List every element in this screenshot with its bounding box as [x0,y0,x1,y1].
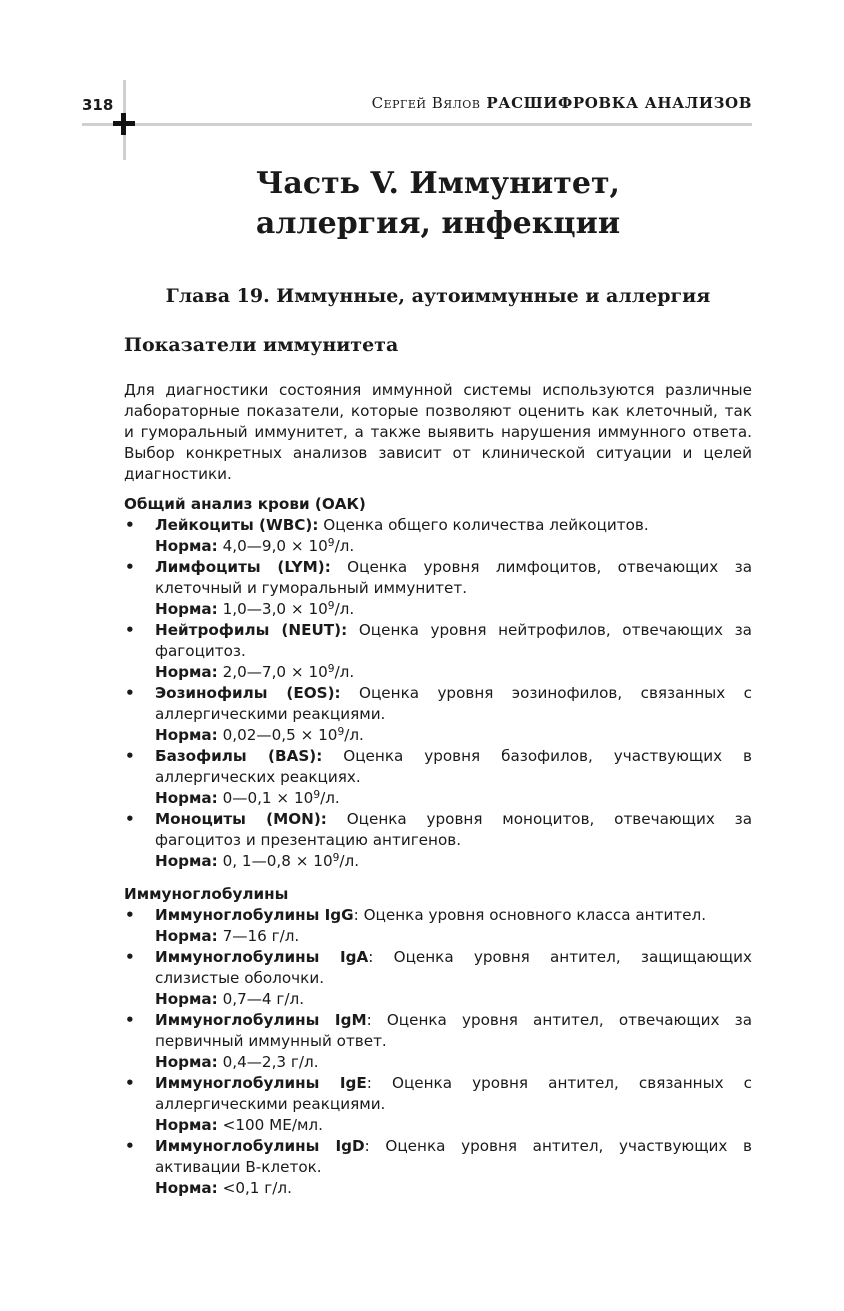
norm-label: Норма: [155,600,218,618]
ig-group-title: Иммуноглобулины [124,885,289,903]
norm-label: Норма: [155,789,218,807]
norm-label: Норма: [155,852,218,870]
chapter-title: Глава 19. Иммунные, аутоиммунные и аллергия [165,285,711,307]
item-text: Оценка общего количества лейкоцитов. [323,516,649,534]
page-number: 318 [82,96,114,114]
item-term: Иммуноглобулины IgA [155,948,369,966]
item-term: Иммуноглобулины IgM [155,1011,367,1029]
item-text: Оценка уровня эозинофилов, связанных с аллергическими реакциями. [155,684,753,723]
item-text: : Оценка уровня антител, отвечающих за первичный иммунный ответ. [155,1011,752,1050]
norm-label: Норма: [155,990,218,1008]
item-text: Оценка уровня моноцитов, отвечающих за фагоцитоз и презентацию антигенов. [155,810,753,849]
section-title: Показатели иммунитета [124,334,399,356]
crop-mark-plus-icon-bar [113,121,135,126]
list-item: • Моноциты (MON): Оценка уровня моноцитов, отвечающих за фагоцитоз и презентацию антигенов. Норма: 0, 1—0,8 × $10^9/л$. [124,809,752,872]
list-item: • Иммуноглобулины IgE: Оценка уровня антител, связанных с аллергическими реакциями. Норма: <100 МЕ/мл. [124,1073,752,1136]
item-text: : Оценка уровня основного класса антител. [353,906,707,924]
list-item: • Нейтрофилы (NEUT): Оценка уровня нейтрофилов, отвечающих за фагоцитоз. Норма: 2,0—7,0 × $10^9/л$. [124,620,752,683]
item-term: Лимфоциты (LYM): [155,558,331,576]
ig-list [124,905,752,1199]
part-title [124,164,752,244]
book-title: РАСШИФРОВКА АНАЛИЗОВ [486,94,752,112]
list-item: • Эозинофилы (EOS): Оценка уровня эозинофилов, связанных с аллергическими реакциями. Норма: 0,02—0,5 × $10^9/л$. [124,683,752,746]
list-item: • Иммуноглобулины IgG: Оценка уровня основного класса антител. Норма: 7—16 г/л. [124,905,752,947]
item-term: Базофилы (BAS): [155,747,323,765]
list-item: • Лимфоциты (LYM): Оценка уровня лимфоцитов, отвечающих за клеточный и гуморальный иммунитет. Норма: 1,0—3,0 × $10^9/л$. [124,557,752,620]
part-title-line-2: аллергия, инфекции [255,206,621,241]
author-name: Сергей Вялов [371,94,481,112]
item-term: Иммуноглобулины IgD [155,1137,365,1155]
list-item: • Базофилы (BAS): Оценка уровня базофилов, участвующих в аллергических реакциях. Норма: 0—0,1 × $10^9/л$. [124,746,752,809]
item-text: : Оценка уровня антител, защищающих слизистые оболочки. [155,948,752,987]
list-item: • Лейкоциты (WBC): Оценка общего количества лейкоцитов. Норма: 4,0—9,0 × $10^9/л$. [124,515,752,557]
oak-group-title: Общий анализ крови (ОАК) [124,495,366,513]
item-term: Моноциты (MON): [155,810,327,828]
item-term: Нейтрофилы (NEUT): [155,621,348,639]
norm-label: Норма: [155,663,218,681]
oak-list [124,515,752,872]
intro-paragraph: Для диагностики состояния иммунной системы используются различные лабораторные показатели, которые позволяют оценить как клеточный, так и гуморальный иммунитет, а также выявить нарушения иммунного ответа. Выбор конкретных анализов зависит от клинической ситуации и целей диагностики. [124,381,752,483]
item-text: Оценка уровня базофилов, участвующих в аллергических реакциях. [155,747,752,786]
item-text: Оценка уровня лимфоцитов, отвечающих за клеточный и гуморальный иммунитет. [155,558,753,597]
list-item: • Иммуноглобулины IgD: Оценка уровня антител, участвующих в активации В-клеток. Норма: <0,1 г/л. [124,1136,752,1199]
list-item: • Иммуноглобулины IgA: Оценка уровня антител, защищающих слизистые оболочки. Норма: 0,7—4 г/л. [124,947,752,1010]
item-text: : Оценка уровня антител, участвующих в активации В-клеток. [155,1137,752,1176]
norm-label: Норма: [155,1053,218,1071]
item-text: : Оценка уровня антител, связанных с аллергическими реакциями. [155,1074,752,1113]
item-term: Иммуноглобулины IgE [155,1074,367,1092]
part-title-line-1: Часть V. Иммунитет, [256,166,620,201]
running-head [372,94,752,112]
item-text: Оценка уровня нейтрофилов, отвечающих за фагоцитоз. [155,621,752,660]
list-item: • Иммуноглобулины IgM: Оценка уровня антител, отвечающих за первичный иммунный ответ. Норма: 0,4—2,3 г/л. [124,1010,752,1073]
item-term: Иммуноглобулины IgG [155,906,354,924]
norm-label: Норма: [155,537,218,555]
norm-label: Норма: [155,726,218,744]
main-content [124,380,752,1211]
norm-label: Норма: [155,1116,218,1134]
norm-label: Норма: [155,1179,218,1197]
norm-label: Норма: [155,927,218,945]
header-rule [82,123,752,126]
item-term: Лейкоциты (WBC): [155,516,319,534]
item-term: Эозинофилы (EOS): [155,684,341,702]
